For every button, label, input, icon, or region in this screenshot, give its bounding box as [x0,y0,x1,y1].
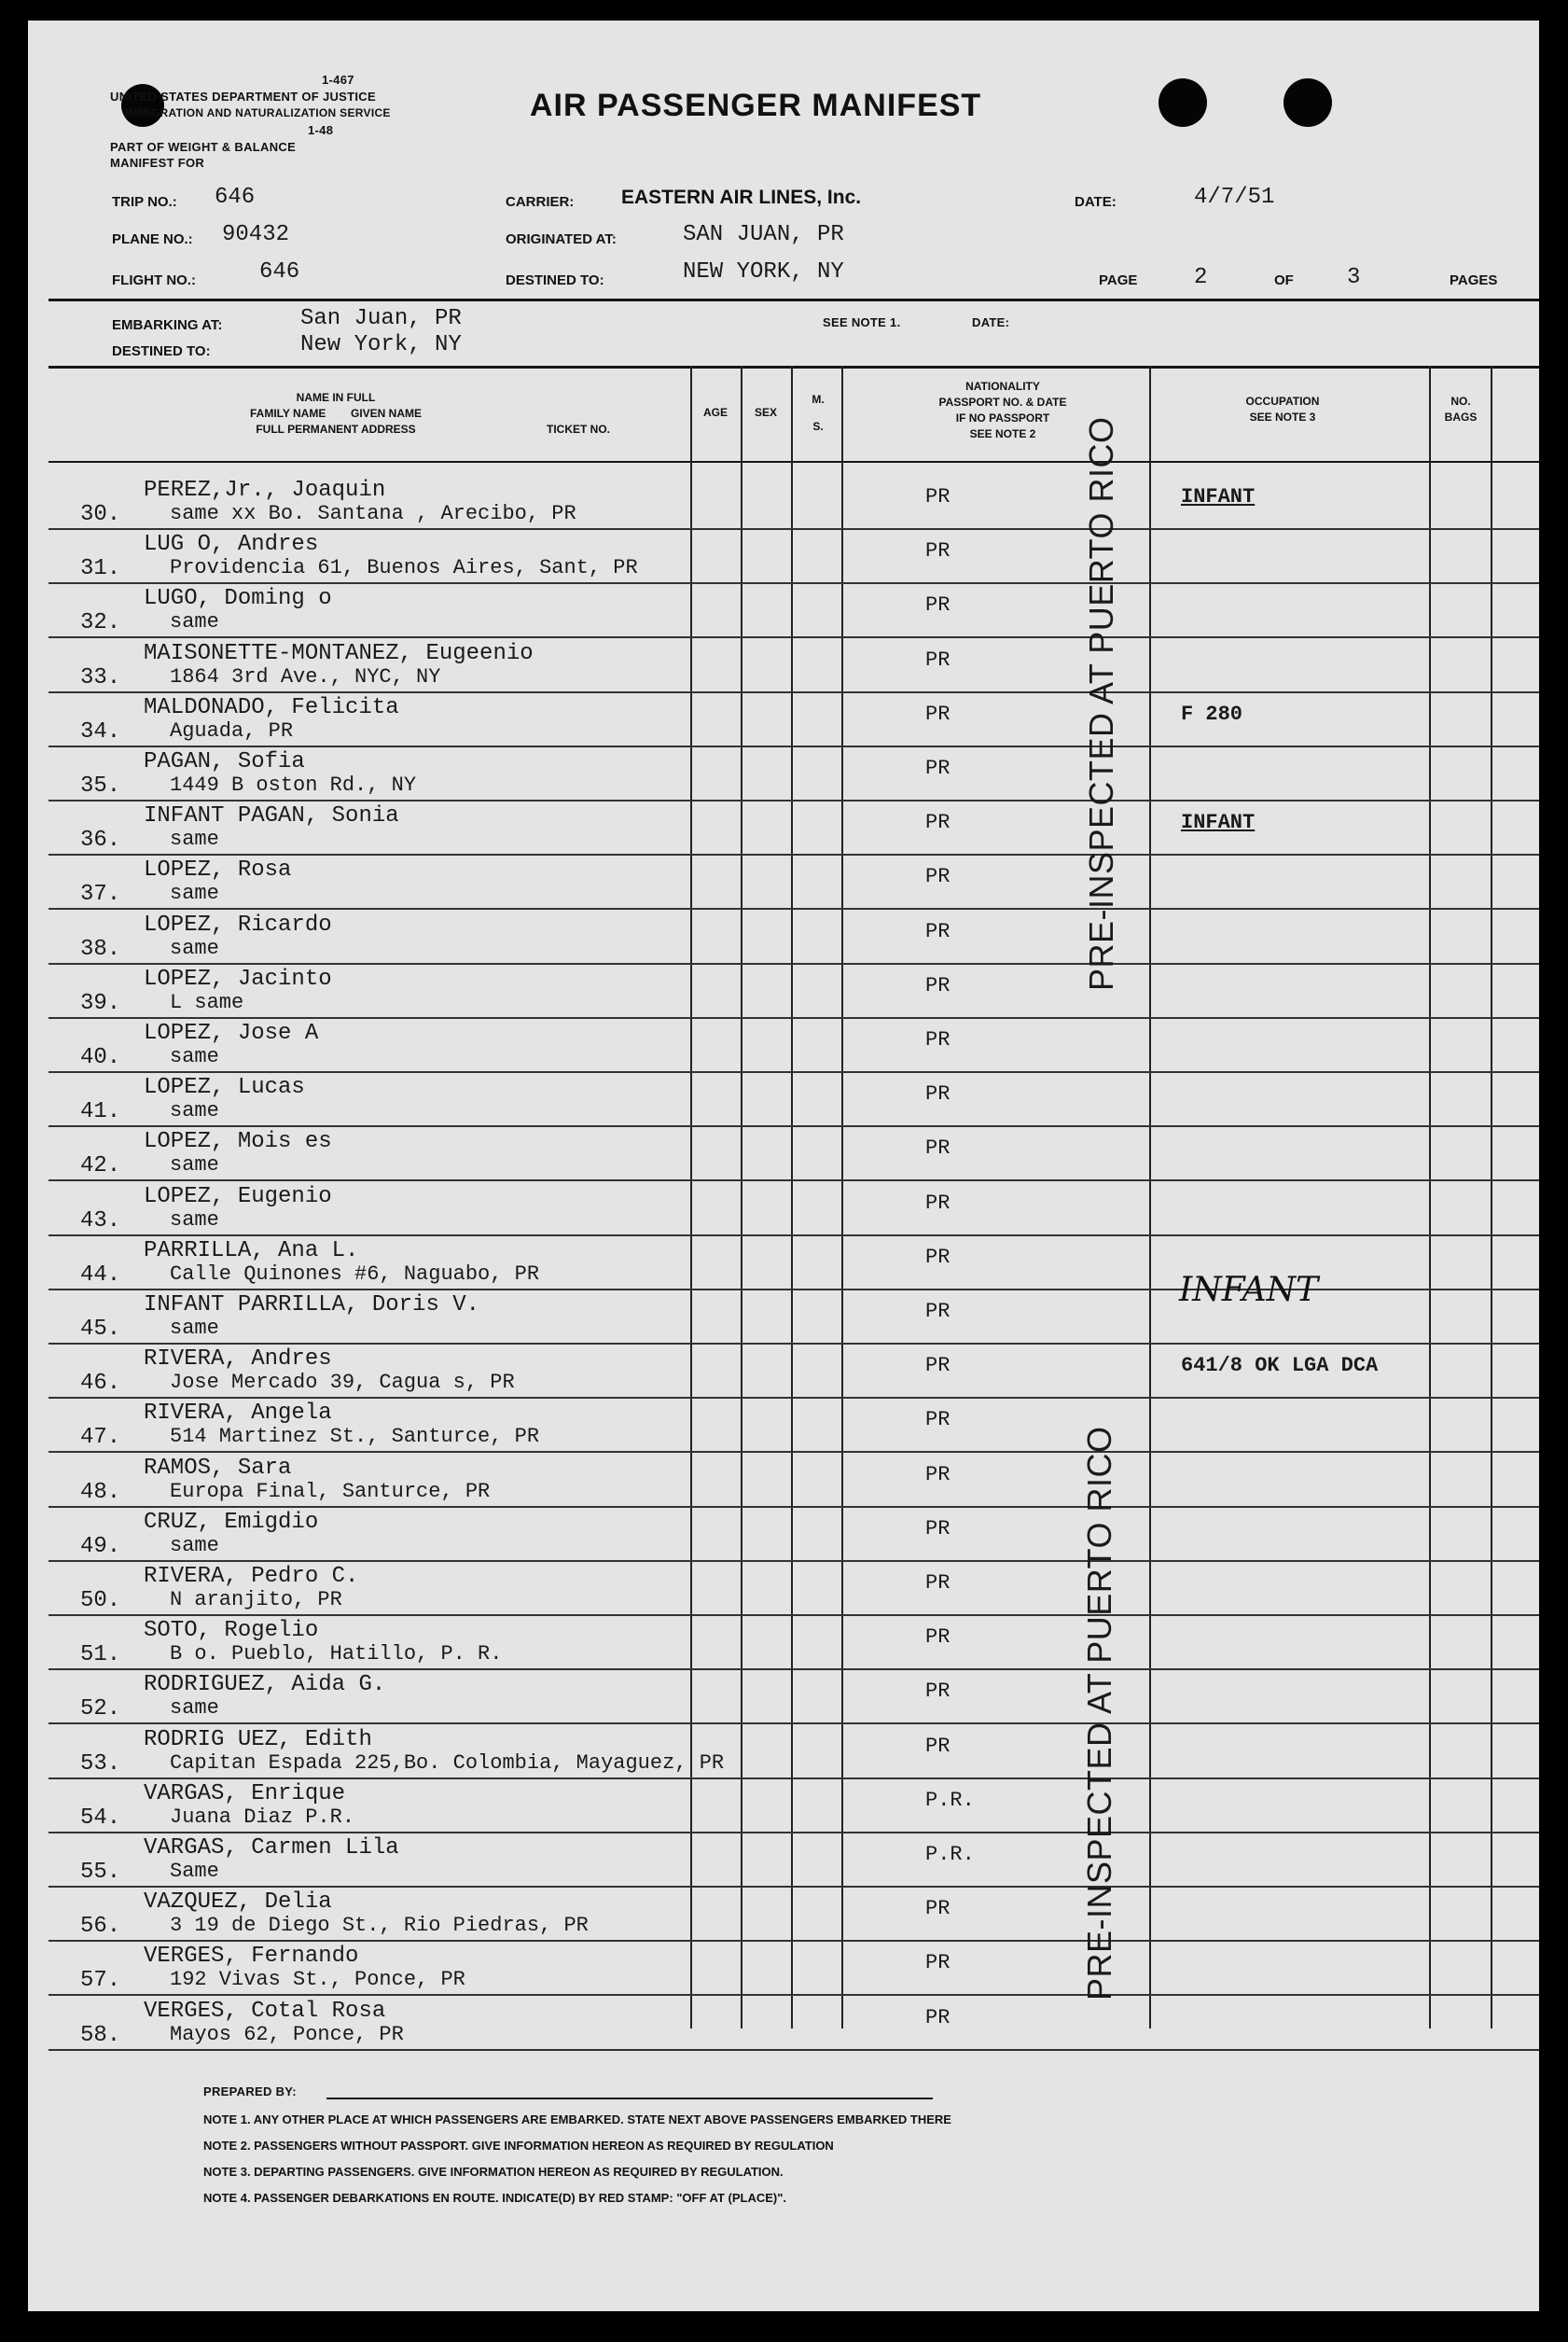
header-nationality: NATIONALITY PASSPORT NO. & DATE IF NO PASSPORT SEE NOTE 2 [938,380,1067,440]
passenger-nationality: PR [925,1462,951,1486]
passenger-name: LOPEZ, Lucas [144,1075,305,1101]
row-line [49,1994,1539,1996]
trip-no-label: TRIP NO.: [112,194,177,210]
passenger-occupation: 641/8 OK LGA DCA [1181,1354,1379,1378]
flight-no-value: 646 [259,259,300,285]
row-line [49,636,1539,638]
passenger-name: VAZQUEZ, Delia [144,1889,332,1916]
col-line-age [690,366,692,2028]
form-number: 1-467 [322,73,354,87]
passenger-address: B o. Pueblo, Hatillo, P. R. [170,1642,503,1666]
row-number: 39. [80,990,121,1016]
row-line [49,1668,1539,1670]
punch-hole-right [1284,78,1332,127]
passenger-nationality: PR [925,1028,951,1052]
passenger-name: RIVERA, Pedro C. [144,1564,359,1589]
row-line [49,1451,1539,1453]
passenger-address: same [170,1317,219,1340]
header-divider [49,299,1539,301]
row-line [49,908,1539,910]
row-line [49,1940,1539,1942]
header-name: NAME IN FULL FAMILY NAME GIVEN NAME FULL PERMANENT ADDRESS [249,391,423,436]
passenger-nationality: PR [925,811,951,835]
handwritten-infant: INFANT [1179,1271,1319,1309]
passenger-nationality: PR [925,919,951,943]
row-line [49,1017,1539,1019]
row-line [49,1506,1539,1508]
row-number: 52. [80,1696,121,1722]
row-number: 46. [80,1371,121,1397]
date-label: DATE: [1075,194,1117,210]
row-number: 37. [80,882,121,908]
passenger-name: RAMOS, Sara [144,1455,292,1481]
passenger-name: LUGO, Doming o [144,586,332,612]
passenger-name: RIVERA, Angela [144,1401,332,1427]
passenger-nationality: PR [925,1408,951,1432]
row-line [49,746,1539,747]
row-number: 36. [80,828,121,854]
passenger-name: RODRIGUEZ, Aida G. [144,1672,386,1698]
passenger-address: Europa Final, Santurce, PR [170,1479,491,1503]
passenger-address: N aranjito, PR [170,1588,342,1611]
passenger-nationality: PR [925,1734,951,1758]
passenger-address: same [170,1207,219,1232]
destined2-value: New York, NY [300,332,462,357]
passenger-nationality: PR [925,1680,951,1704]
passenger-address: same [170,1045,219,1068]
date-value: 4/7/51 [1194,185,1275,210]
col-line-weight [1491,366,1492,2028]
passenger-address: 1864 3rd Ave., NYC, NY [170,664,441,689]
originated-label: ORIGINATED AT: [506,231,617,247]
passenger-occupation: INFANT [1181,811,1256,835]
header-bags: NO. BAGS [1444,395,1478,424]
passenger-name: MALDONADO, Felicita [144,694,399,720]
passenger-name: PAGAN, Sofia [144,749,305,774]
passenger-address: same xx Bo. Santana , Arecibo, PR [170,502,576,525]
agency-line-3: 1-48 [308,123,334,137]
passenger-nationality: PR [925,702,951,726]
passenger-address: same [170,1099,219,1123]
row-line [49,1234,1539,1236]
destined-value: NEW YORK, NY [683,259,844,285]
passenger-nationality: PR [925,539,951,564]
row-line [49,582,1539,584]
passenger-name: LOPEZ, Rosa [144,857,292,884]
row-line [49,1614,1539,1616]
row-number: 43. [80,1207,121,1234]
row-number: 41. [80,1099,121,1125]
row-line [49,800,1539,802]
passenger-nationality: PR [925,865,951,889]
row-number: 47. [80,1425,121,1451]
row-line [49,1722,1539,1724]
passenger-name: PEREZ,Jr., Joaquin [144,478,386,503]
passenger-address: Aguada, PR [170,718,294,743]
col-line-bags [1429,366,1431,2028]
row-number: 56. [80,1914,121,1940]
row-line [49,1179,1539,1181]
passenger-name: VERGES, Cotal Rosa [144,1998,386,2024]
row-line [49,1397,1539,1399]
row-line [49,854,1539,856]
date2-label: DATE: [972,315,1010,329]
passenger-nationality: PR [925,593,951,618]
row-number: 50. [80,1588,121,1613]
passenger-nationality: PR [925,1136,951,1161]
embarking-label: EMBARKING AT: [112,317,223,333]
passenger-nationality: PR [925,2005,951,2029]
passenger-name: LOPEZ, Jacinto [144,966,332,992]
passenger-address: same [170,936,219,960]
passenger-address: same [170,1153,219,1178]
col-line-ms [791,366,793,2028]
passenger-address: same [170,1696,219,1721]
passenger-address: 192 Vivas St., Ponce, PR [170,1968,465,1992]
passenger-address: 3 19 de Diego St., Rio Piedras, PR [170,1914,589,1938]
row-number: 45. [80,1317,121,1342]
passenger-nationality: PR [925,1354,951,1378]
agency-line-1: UNITED STATES DEPARTMENT OF JUSTICE [110,90,376,104]
passenger-nationality: PR [925,1625,951,1650]
passenger-address: same [170,610,219,634]
passenger-nationality: PR [925,1951,951,1975]
passenger-nationality: PR [925,1082,951,1107]
destined2-label: DESTINED TO: [112,343,211,359]
passenger-nationality: PR [925,1245,951,1269]
note-1: NOTE 1. ANY OTHER PLACE AT WHICH PASSENGERS ARE EMBARKED. STATE NEXT ABOVE PASSENGERS EMBARKED THERE [203,2112,951,2126]
passenger-nationality: PR [925,648,951,672]
passenger-nationality: PR [925,1191,951,1215]
row-line [49,691,1539,693]
row-number: 31. [80,556,121,582]
originated-value: SAN JUAN, PR [683,222,844,247]
see-note-1: SEE NOTE 1. [823,315,901,329]
passenger-name: VARGAS, Carmen Lila [144,1835,399,1861]
header-sex: SEX [754,406,777,419]
row-number: 51. [80,1642,121,1668]
passenger-name: INFANT PAGAN, Sonia [144,803,399,829]
row-line [49,1777,1539,1779]
header-occupation: OCCUPATION SEE NOTE 3 [1245,395,1320,424]
passenger-nationality: PR [925,973,951,997]
row-number: 40. [80,1045,121,1070]
note-4: NOTE 4. PASSENGER DEBARKATIONS EN ROUTE. INDICATE(D) BY RED STAMP: "OFF AT (PLACE)". [203,2191,787,2205]
passenger-address: Same [170,1860,219,1883]
passenger-occupation: F 280 [1181,702,1243,726]
passenger-name: SOTO, Rogelio [144,1618,319,1644]
row-number: 33. [80,664,121,690]
passenger-nationality: P.R. [925,1788,975,1812]
passenger-address: Capitan Espada 225,Bo. Colombia, Mayaguez, PR [170,1750,725,1775]
part-line-1: PART OF WEIGHT & BALANCE [110,140,297,154]
page-title: AIR PASSENGER MANIFEST [530,88,982,123]
prepared-by-line [326,2098,933,2099]
part-line-2: MANIFEST FOR [110,156,205,170]
row-number: 54. [80,1805,121,1831]
header-age: AGE [702,406,728,419]
passenger-address: same [170,828,219,852]
passenger-address: 1449 B oston Rd., NY [170,774,417,797]
row-line [49,963,1539,965]
row-number: 42. [80,1153,121,1179]
header-bottom-line [49,461,1539,463]
passenger-nationality: PR [925,1300,951,1323]
passenger-nationality: PR [925,757,951,780]
row-line [49,2049,1539,2051]
flight-no-label: FLIGHT NO.: [112,272,196,288]
note-3: NOTE 3. DEPARTING PASSENGERS. GIVE INFORMATION HEREON AS REQUIRED BY REGULATION. [203,2165,784,2179]
passenger-nationality: PR [925,485,951,509]
row-number: 58. [80,2022,121,2048]
stamp-pre-inspected-upper: PRE-INSPECTED AT PUERTO RICO [1082,416,1120,991]
agency-line-2: IMMIGRATION AND NATURALIZATION SERVICE [125,106,391,119]
passenger-name: VERGES, Fernando [144,1944,359,1970]
passenger-name: LOPEZ, Jose A [144,1021,319,1046]
passenger-name: INFANT PARRILLA, Doris V. [144,1292,480,1317]
passenger-address: L same [170,990,244,1014]
passenger-address: Providencia 61, Buenos Aires, Sant, PR [170,556,638,580]
row-line [49,1071,1539,1073]
row-number: 48. [80,1479,121,1505]
passenger-name: PARRILLA, Ana L. [144,1237,359,1263]
passenger-address: Calle Quinones #6, Naguabo, PR [170,1262,540,1286]
col-line-nat [841,366,843,2028]
row-line [49,1560,1539,1562]
passenger-name: LOPEZ, Ricardo [144,912,332,938]
passenger-nationality: PR [925,1516,951,1540]
passenger-name: LOPEZ, Eugenio [144,1183,332,1209]
carrier-label: CARRIER: [506,194,575,210]
manifest-page [28,21,1539,2311]
passenger-name: VARGAS, Enrique [144,1780,346,1806]
stamp-pre-inspected-lower: PRE-INSPECTED AT PUERTO RICO [1080,1426,1118,2000]
row-line [49,1125,1539,1127]
passenger-nationality: P.R. [925,1843,975,1866]
row-number: 32. [80,610,121,636]
destined-label: DESTINED TO: [506,272,604,288]
col-line-sex [741,366,742,2028]
row-number: 53. [80,1750,121,1777]
row-number: 55. [80,1860,121,1885]
passenger-address: Juana Diaz P.R. [170,1805,355,1829]
pages-label: PAGES [1450,272,1498,288]
row-line [49,1832,1539,1833]
row-line [49,1343,1539,1345]
note-2: NOTE 2. PASSENGERS WITHOUT PASSPORT. GIVE INFORMATION HEREON AS REQUIRED BY REGULATION [203,2139,834,2153]
row-number: 34. [80,718,121,745]
plane-no-label: PLANE NO.: [112,231,193,247]
passenger-nationality: PR [925,1571,951,1595]
of-label: OF [1274,272,1294,288]
of-value: 3 [1347,265,1361,290]
passenger-address: Mayos 62, Ponce, PR [170,2022,404,2046]
passenger-name: MAISONETTE-MONTANEZ, Eugeenio [144,640,534,666]
row-number: 57. [80,1968,121,1994]
col-line-occ [1149,366,1151,2028]
header-ms: M. S. [812,393,825,433]
passenger-nationality: PR [925,1897,951,1921]
punch-hole-center [1159,78,1207,127]
row-number: 38. [80,936,121,962]
page-value: 2 [1194,265,1208,290]
trip-no-value: 646 [215,185,256,210]
row-number: 44. [80,1262,121,1288]
passenger-name: LUG O, Andres [144,532,319,558]
row-line [49,1886,1539,1888]
page-label: PAGE [1099,272,1138,288]
row-number: 49. [80,1533,121,1559]
passenger-name: CRUZ, Emigdio [144,1509,319,1535]
passenger-address: Jose Mercado 39, Cagua s, PR [170,1371,515,1395]
passenger-name: RODRIG UEZ, Edith [144,1726,372,1752]
passenger-name: RIVERA, Andres [144,1346,332,1373]
passenger-occupation: INFANT [1181,485,1256,509]
carrier-value: EASTERN AIR LINES, Inc. [621,187,862,208]
plane-no-value: 90432 [222,222,290,247]
passenger-address: same [170,1533,219,1557]
row-number: 35. [80,774,121,799]
header-ticket: TICKET NO. [547,423,610,436]
embarking-value: San Juan, PR [300,306,462,331]
row-line [49,528,1539,530]
passenger-address: 514 Martinez St., Santurce, PR [170,1425,540,1449]
row-number: 30. [80,502,121,527]
passenger-name: LOPEZ, Mois es [144,1129,332,1155]
table-top-line [49,366,1539,369]
passenger-address: same [170,882,219,906]
prepared-by-label: PREPARED BY: [203,2084,297,2098]
